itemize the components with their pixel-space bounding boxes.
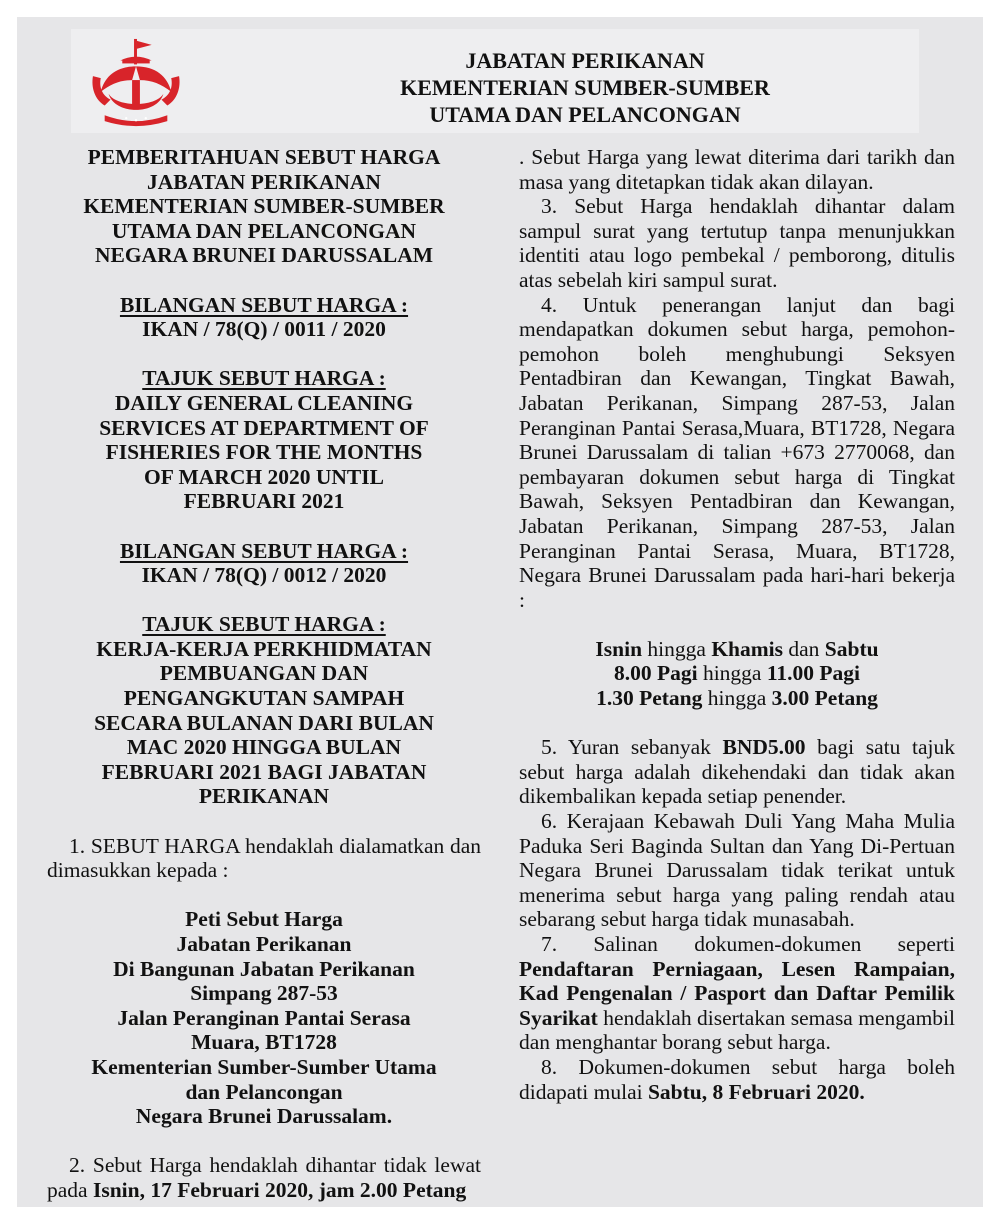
time-start: 8.00 Pagi <box>613 661 698 686</box>
tender2-title-line: KERJA-KERJA PERKHIDMATAN <box>96 636 432 661</box>
day-extra: Sabtu <box>824 636 879 661</box>
address-line: Muara, BT1728 <box>191 1030 337 1055</box>
address-line: Jalan Peranginan Pantai Serasa <box>117 1005 411 1030</box>
hours-connector: hingga <box>697 661 767 686</box>
paragraph-7-text: hendaklah disertakan semasa mengambil dan menghantar borang sebut harga. <box>519 1005 955 1055</box>
header-title <box>71 47 919 128</box>
tender2-title-line: PEMBUANGAN DAN <box>159 661 369 686</box>
heading-line: UTAMA DAN PELANCONGAN <box>111 218 417 243</box>
tender1-title-line: FISHERIES FOR THE MONTHS <box>105 440 423 465</box>
heading-line: NEGARA BRUNEI DARUSSALAM <box>94 243 434 268</box>
right-column <box>519 145 955 1104</box>
left-column <box>47 145 481 1203</box>
availability-date: Sabtu, 8 Februari 2020. <box>647 1079 865 1104</box>
notice-heading <box>47 145 481 268</box>
tender2-label: BILANGAN SEBUT HARGA : <box>119 538 409 563</box>
address-line: Simpang 287-53 <box>190 981 338 1006</box>
paragraph-2-start <box>47 1153 481 1202</box>
tender2-title-line: PERIKANAN <box>198 784 330 809</box>
tender2-title-label: TAJUK SEBUT HARGA : <box>142 612 386 637</box>
tender1-number: IKAN / 78(Q) / 0011 / 2020 <box>142 317 386 342</box>
address-block <box>47 907 481 1128</box>
heading-line: JABATAN PERIKANAN <box>147 169 381 194</box>
tender1-block <box>47 293 481 342</box>
address-line: Kementerian Sumber-Sumber Utama <box>91 1054 437 1079</box>
paragraph-1: 1. SEBUT HARGA hendaklah dialamatkan dan dimasukkan kepada : <box>47 833 481 883</box>
paragraph-2-end <box>519 145 955 194</box>
tender1-title-line: DAILY GENERAL CLEANING <box>114 390 414 415</box>
hours-connector: hingga <box>702 686 772 711</box>
tender1-title-line: OF MARCH 2020 UNTIL <box>144 464 384 489</box>
paragraph-6: 6. Kerajaan Kebawah Duli Yang Maha Mulia Paduka Seri Baginda Sultan dan Yang Di-Pertuan Negara Brunei Darussalam tidak terikat untuk menerima sebut harga yang paling rendah atau sebarang sebut harga tidak munasabah. <box>519 809 955 932</box>
day-end: Khamis <box>711 636 783 661</box>
tender2-title-line: FEBRUARI 2021 BAGI JABATAN <box>101 759 427 784</box>
tender1-title-line: SERVICES AT DEPARTMENT OF <box>99 415 429 440</box>
paragraph-8 <box>519 1055 955 1104</box>
working-days-line <box>519 637 955 662</box>
address-line: Peti Sebut Harga <box>185 907 343 932</box>
paragraph-5-text: 5. Yuran sebanyak <box>541 735 723 760</box>
paragraph-7-text: 7. Salinan dokumen-dokumen seperti <box>541 932 955 956</box>
time-end: 3.00 Petang <box>771 686 878 711</box>
tender2-title-block <box>47 612 481 809</box>
address-line: Jabatan Perikanan <box>176 932 352 956</box>
morning-hours-line <box>519 661 955 686</box>
heading-line: KEMENTERIAN SUMBER-SUMBER <box>83 194 445 219</box>
paragraph-2-text: 2. Sebut Harga hendaklah dihantar tidak lewat pada <box>47 1153 481 1202</box>
deadline-date: Isnin, 17 Februari 2020, jam 2.00 Petang <box>92 1177 467 1202</box>
tender1-title-label: TAJUK SEBUT HARGA : <box>142 366 386 391</box>
working-hours <box>519 637 955 711</box>
tender2-title-line: MAC 2020 HINGGA BULAN <box>126 735 402 760</box>
time-start: 1.30 Petang <box>596 686 703 711</box>
tender1-label: BILANGAN SEBUT HARGA : <box>119 292 409 317</box>
paragraph-4: 4. Untuk penerangan lanjut dan bagi mendapatkan dokumen sebut harga, pemohon-pemohon boleh menghubungi Seksyen Pentadbiran dan Kewangan, Tingkat Bawah, Jabatan Perikanan, Simpang 287-53, Jalan Peranginan Pantai Serasa,Muara, BT1728, Negara Brunei Darussalam di talian +673 2770068, dan pembayaran dokumen sebut harga di Tingkat Bawah, Seksyen Pentadbiran dan Kewangan, Jabatan Perikanan, Simpang 287-53, Jalan Peranginan Pantai Serasa, Muara, BT1728, Negara Brunei Darussalam pada hari-hari bekerja : <box>519 292 955 612</box>
notice-page <box>17 17 983 1207</box>
hours-connector: hingga <box>642 636 712 661</box>
heading-line: PEMBERITAHUAN SEBUT HARGA <box>87 145 441 169</box>
address-line: Negara Brunei Darussalam. <box>135 1104 393 1129</box>
paragraph-8-text: 8. Dokumen-dokumen sebut harga boleh didapati mulai <box>519 1054 955 1104</box>
tender2-title-line: SECARA BULANAN DARI BULAN <box>94 710 434 735</box>
header-title-line: UTAMA DAN PELANCONGAN <box>429 102 741 127</box>
tender2-block <box>47 539 481 588</box>
day-start: Isnin <box>595 636 643 661</box>
tender1-title-line: FEBRUARI 2021 <box>183 489 345 514</box>
required-documents: Pendaftaran Perniagaan, Lesen Rampaian, Kad Pengenalan / Pasport dan Daftar Pemilik Syarikat <box>519 956 955 1030</box>
paragraph-2-continued: . Sebut Harga yang lewat diterima dari tarikh dan masa yang ditetapkan tidak akan dilayan. <box>519 145 955 194</box>
tender1-title-block <box>47 366 481 514</box>
afternoon-hours-line <box>519 686 955 711</box>
header-banner <box>71 29 919 133</box>
hours-connector: dan <box>783 636 825 661</box>
paragraph-3: 3. Sebut Harga hendaklah dihantar dalam sampul surat yang tertutup tanpa menunjukkan identiti atau logo pembekal / pemborong, ditulis atas sebelah kiri sampul surat. <box>519 194 955 292</box>
tender2-number: IKAN / 78(Q) / 0012 / 2020 <box>141 563 387 588</box>
tender2-title-line: PENGANGKUTAN SAMPAH <box>123 686 405 711</box>
time-end: 11.00 Pagi <box>766 661 861 686</box>
address-line: dan Pelancongan <box>185 1079 343 1104</box>
paragraph-5 <box>519 735 955 809</box>
header-title-line: JABATAN PERIKANAN <box>465 48 705 73</box>
address-line: Di Bangunan Jabatan Perikanan <box>113 956 415 981</box>
header-title-line: KEMENTERIAN SUMBER-SUMBER <box>400 75 770 100</box>
paragraph-5-text: bagi satu tajuk sebut harga adalah dikehendaki dan tidak akan dikembalikan kepada setiap penender. <box>519 735 955 809</box>
fee-amount: BND5.00 <box>722 735 806 760</box>
paragraph-7 <box>519 932 955 1055</box>
